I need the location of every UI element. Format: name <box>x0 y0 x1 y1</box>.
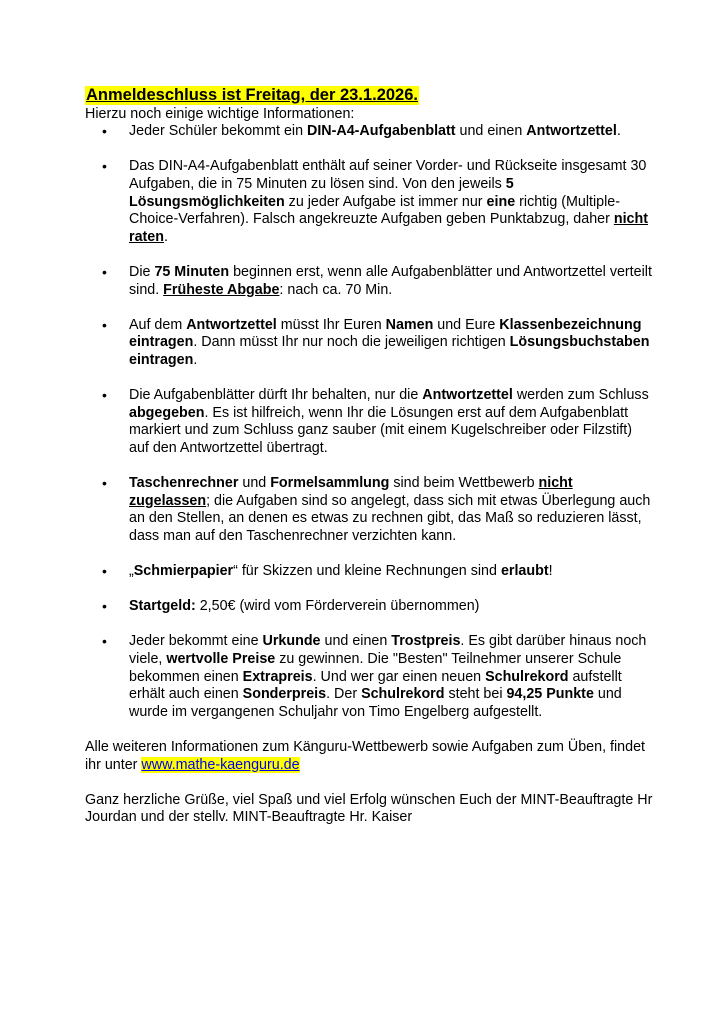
list-item-text: Extrapreis <box>242 668 313 685</box>
list-item-text: Taschenrechner <box>129 475 239 492</box>
bullet-icon: • <box>102 563 107 580</box>
list-item-text: „ <box>129 563 134 580</box>
list-item-text: Früheste Abgabe <box>163 281 280 298</box>
list-item-text: beginnen erst, wenn alle Aufgabenblätter und Antwortzettel verteilt sind. <box>129 263 652 298</box>
list-item-text: Die Aufgabenblätter dürft Ihr behalten, nur die <box>129 387 423 404</box>
registration-deadline-heading: Anmeldeschluss ist Freitag, der 23.1.2026. <box>86 86 418 104</box>
list-item <box>85 633 655 721</box>
list-item-text: und <box>238 475 271 492</box>
document-page <box>85 86 655 827</box>
list-item-text: DIN-A4-Aufgabenblatt <box>307 123 456 140</box>
bullet-icon: • <box>102 633 107 650</box>
list-item-text: Jeder Schüler bekommt ein <box>129 123 307 140</box>
list-item-text: Namen <box>385 316 434 333</box>
list-item-text: ! <box>548 563 553 580</box>
list-item-text: ; die Aufgaben sind so angelegt, dass sich mit etwas Überlegung auch an den Stellen, an denen es etwas zu rechnen gibt, das Maß so reduzieren lässt, dass man auf den Taschenrechner verzichten kann. <box>129 492 651 544</box>
list-item-text: . Und wer gar einen neuen <box>312 668 486 685</box>
list-item-text: 94,25 Punkte <box>506 686 594 703</box>
list-item-text: . <box>616 123 621 140</box>
list-item-text: Urkunde <box>262 633 321 650</box>
list-item-text: Schulrekord <box>361 686 445 703</box>
list-item-text: eine <box>486 193 516 210</box>
bullet-icon: • <box>102 316 107 333</box>
list-item-text: nicht zugelassen <box>129 475 573 509</box>
list-item-text: . Dann müsst Ihr nur noch die jeweiligen richtigen <box>193 334 510 351</box>
list-item-text: abgegeben <box>129 404 205 421</box>
bullet-icon: • <box>102 158 107 175</box>
list-item-text: : nach ca. 70 Min. <box>279 281 393 298</box>
info-list <box>85 123 655 721</box>
list-item <box>85 598 655 616</box>
bullet-icon: • <box>102 598 107 615</box>
bullet-icon: • <box>102 475 107 492</box>
bullet-icon: • <box>102 387 107 404</box>
mathe-kaenguru-link[interactable]: www.mathe-kaenguru.de <box>141 756 300 773</box>
list-item-text: Antwortzettel <box>526 123 617 140</box>
list-item-text: Formelsammlung <box>270 475 390 492</box>
list-item <box>85 563 655 581</box>
list-item-text: Die <box>129 263 155 280</box>
list-item <box>85 387 655 457</box>
list-item <box>85 158 655 246</box>
list-item-text: 2,50€ (wird vom Förderverein übernommen) <box>195 598 480 615</box>
list-item-text: wertvolle Preise <box>166 651 276 667</box>
list-item-text: Jeder bekommt eine <box>129 633 263 650</box>
list-item-text: Schulrekord <box>485 668 569 685</box>
list-item-text: Antwortzettel <box>422 387 513 404</box>
list-item <box>85 123 655 141</box>
spacer <box>85 774 655 792</box>
list-item <box>85 475 655 545</box>
list-item-text: sind beim Wettbewerb <box>389 475 539 492</box>
list-item-text: . Es gibt darüber hinaus noch viele, <box>129 633 647 667</box>
list-item-text: “ für Skizzen und kleine Rechnungen sind <box>233 563 501 580</box>
list-item-text: und Eure <box>433 316 500 333</box>
list-item-text: aufstellt erhält auch einen <box>129 668 622 703</box>
list-item-text: . <box>193 351 198 368</box>
list-item-text: nicht raten <box>129 211 648 245</box>
list-item-text: steht bei <box>444 686 507 703</box>
list-item-text: Sonderpreis <box>242 686 327 703</box>
list-item-text: Lösungsbuchstaben eintragen <box>129 334 650 368</box>
list-item-text: zu gewinnen. Die "Besten" Teilnehmer unserer Schule bekommen einen <box>129 651 622 685</box>
list-item-text: Trostpreis <box>391 633 461 650</box>
list-item-text: Startgeld: <box>129 598 196 615</box>
list-item <box>85 264 655 299</box>
list-item-text: . <box>163 228 168 245</box>
list-item-text: 75 Minuten <box>154 263 230 280</box>
intro-text: Hierzu noch einige wichtige Informationen: <box>85 105 355 122</box>
list-item-text: und einen <box>320 633 392 650</box>
list-item-text: richtig (Multiple-Choice-Verfahren). Falsch angekreuzte Aufgaben geben Punktabzug, daher <box>129 193 621 228</box>
list-item-text: Antwortzettel <box>186 316 277 333</box>
list-item-text: und einen <box>455 123 527 140</box>
bullet-icon: • <box>102 263 107 280</box>
list-item-text: Das DIN-A4-Aufgabenblatt enthält auf seiner Vorder- und Rückseite insgesamt 30 Aufgaben, die in 75 Minuten zu lösen sind. Von den jeweils <box>129 158 647 192</box>
bullet-icon: • <box>102 123 107 140</box>
list-item-text: müsst Ihr Euren <box>276 316 386 333</box>
list-item-text: Klassenbezeichnung eintragen <box>129 316 642 351</box>
list-item-text: und wurde im vergangenen Schuljahr von Timo Engelberg aufgestellt. <box>129 686 622 720</box>
list-item-text: zu jeder Aufgabe ist immer nur <box>284 193 487 210</box>
more-info-text: Alle weiteren Informationen zum Känguru-Wettbewerb sowie Aufgaben zum Üben, findet ihr unter <box>85 738 646 773</box>
list-item-text: Schmierpapier <box>133 563 234 580</box>
more-info-paragraph <box>85 739 655 774</box>
list-item-text: . Der <box>326 686 362 703</box>
list-item-text: werden zum Schluss <box>512 387 649 404</box>
list-item <box>85 317 655 370</box>
list-item-text: . Es ist hilfreich, wenn Ihr die Lösungen erst auf dem Aufgabenblatt markiert und zum Schluss ganz sauber (mit einem Kugelschreiber oder Filzstift) auf den Antwortzettel übertragt. <box>129 404 632 456</box>
list-item-text: erlaubt <box>500 563 549 580</box>
list-item-text: 5 Lösungsmöglichkeiten <box>129 175 514 210</box>
list-item-text: Auf dem <box>129 316 187 333</box>
closing-text: Ganz herzliche Grüße, viel Spaß und viel Erfolg wünschen Euch der MINT-Beauftragte Hr Jourdan und der stellv. MINT-Beauftragte Hr. Kaiser <box>85 791 653 826</box>
